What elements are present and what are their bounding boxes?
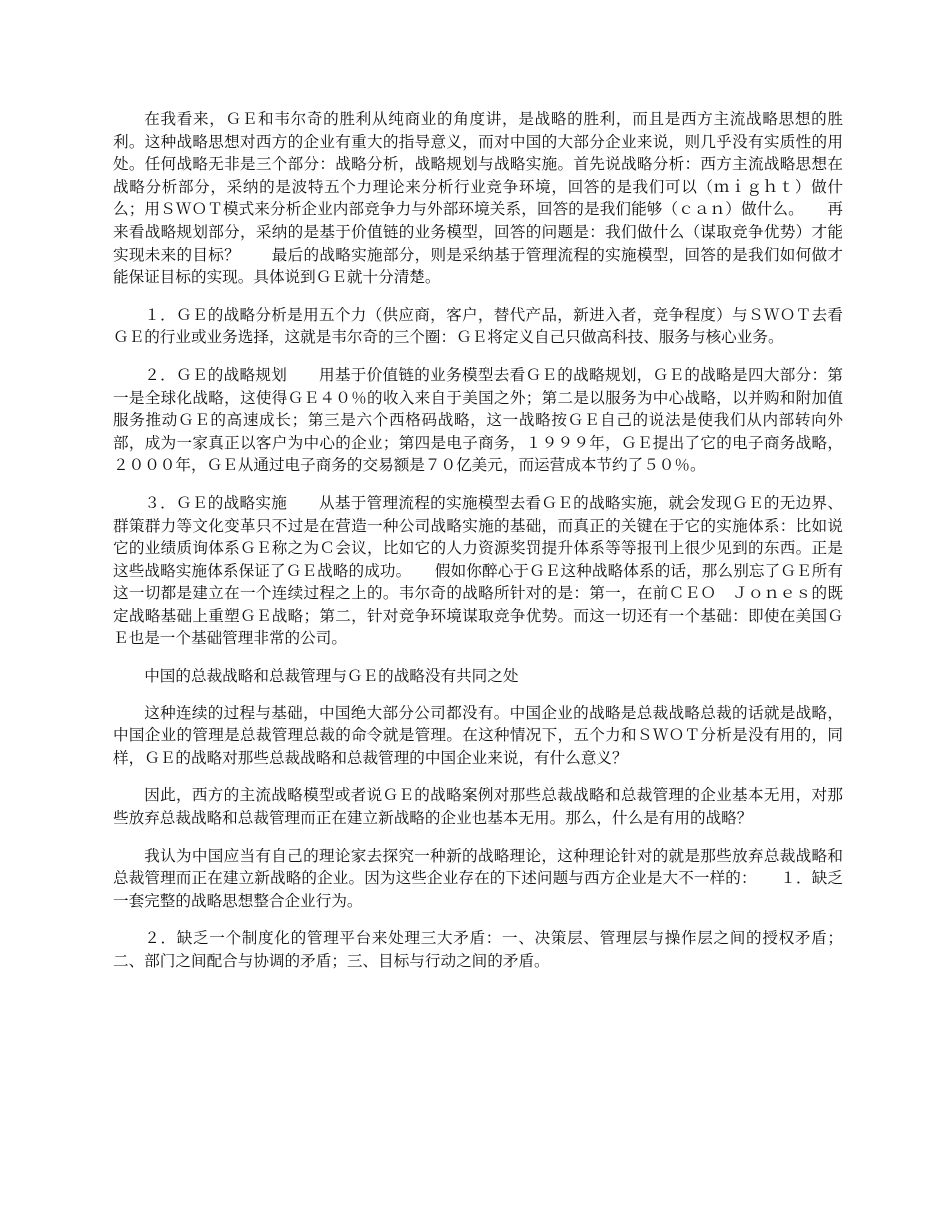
paragraph-strategy-analysis: １．ＧＥ的战略分析是用五个力（供应商，客户，替代产品，新进入者，竞争程度）与ＳＷＯＴ去看ＧＥ的行业或业务选择，这就是韦尔奇的三个圈：ＧＥ将定义自己只做高科技、服务与核心业务。 [113, 305, 843, 347]
paragraph-chinese-companies: 这种连续的过程与基础，中国绝大部分公司都没有。中国企业的战略是总裁战略总裁的话就是战略，中国企业的管理是总裁管理总裁的命令就是管理。在这种情况下，五个力和ＳＷＯＴ分析是没有用的，同样，ＧＥ的战略对那些总裁战略和总裁管理的中国企业来说，有什么意义？ [113, 703, 843, 767]
paragraph-strategy-planning: ２．ＧＥ的战略规划 用基于价值链的业务模型去看ＧＥ的战略规划，ＧＥ的战略是四大部分：第一是全球化战略，这使得ＧＥ４０％的收入来自于美国之外；第二是以服务为中心战略，以并购和附加值服务推动ＧＥ的高速成长；第三是六个西格码战略，这一战略按ＧＥ自己的说法是使我们从内部转向外部，成为一家真正以客户为中心的企业；第四是电子商务，１９９９年，ＧＥ提出了它的电子商务战略，２０００年，ＧＥ从通过电子商务的交易额是７０亿美元，而运营成本节约了５０％。 [113, 365, 843, 475]
section-heading: 中国的总裁战略和总裁管理与ＧＥ的战略没有共同之处 [144, 667, 519, 686]
document-body [113, 108, 843, 988]
paragraph-new-theory: 我认为中国应当有自己的理论家去探究一种新的战略理论，这种理论针对的就是那些放弃总裁战略和总裁管理而正在建立新战略的企业。因为这些企业存在的下述问题与西方企业是大不一样的： １．缺乏一套完整的战略思想整合企业行为。 [113, 846, 843, 910]
paragraph-intro: 在我看来，ＧＥ和韦尔奇的胜利从纯商业的角度讲，是战略的胜利，而且是西方主流战略思想的胜利。这种战略思想对西方的企业有重大的指导意义，而对中国的大部分企业来说，则几乎没有实质性的用处。任何战略无非是三个部分：战略分析，战略规划与战略实施。首先说战略分析：西方主流战略思想在战略分析部分，采纳的是波特五个力理论来分析行业竞争环境，回答的是我们可以（ｍｉｇｈｔ）做什么；用ＳＷＯＴ模式来分析企业内部竞争力与外部环境关系，回答的是我们能够（ｃａｎ）做什么。 再来看战略规划部分，采纳的是基于价值链的业务模型，回答的问题是：我们做什么（谋取竞争优势）才能实现未来的目标？ 最后的战略实施部分，则是采纳基于管理流程的实施模型，回答的是我们如何做才能保证目标的实现。具体说到ＧＥ就十分清楚。 [113, 110, 843, 287]
paragraph-conclusion: 因此，西方的主流战略模型或者说ＧＥ的战略案例对那些总裁战略和总裁管理的企业基本无用，对那些放弃总裁战略和总裁管理而正在建立新战略的企业也基本无用。那么，什么是有用的战略？ [113, 786, 843, 828]
paragraph-strategy-implementation: ３．ＧＥ的战略实施 从基于管理流程的实施模型去看ＧＥ的战略实施，就会发现ＧＥ的无边界、群策群力等文化变革只不过是在营造一种公司战略实施的基础，而真正的关键在于它的实施体系：比如说它的业绩质询体系ＧＥ称之为Ｃ会议，比如它的人力资源奖罚提升体系等等报刊上很少见到的东西。正是这些战略实施体系保证了ＧＥ战略的成功。 假如你醉心于ＧＥ这种战略体系的话，那么别忘了ＧＥ所有这一切都是建立在一个连续过程之上的。韦尔奇的战略所针对的是：第一，在前ＣＥＯ Ｊｏｎｅｓ的既定战略基础上重塑ＧＥ战略；第二，针对竞争环境谋取竞争优势。而这一切还有一个基础：即使在美国ＧＥ也是一个基础管理非常的公司。 [113, 493, 843, 648]
paragraph-management-platform: ２．缺乏一个制度化的管理平台来处理三大矛盾：一、决策层、管理层与操作层之间的授权矛盾；二、部门之间配合与协调的矛盾；三、目标与行动之间的矛盾。 [113, 929, 843, 970]
